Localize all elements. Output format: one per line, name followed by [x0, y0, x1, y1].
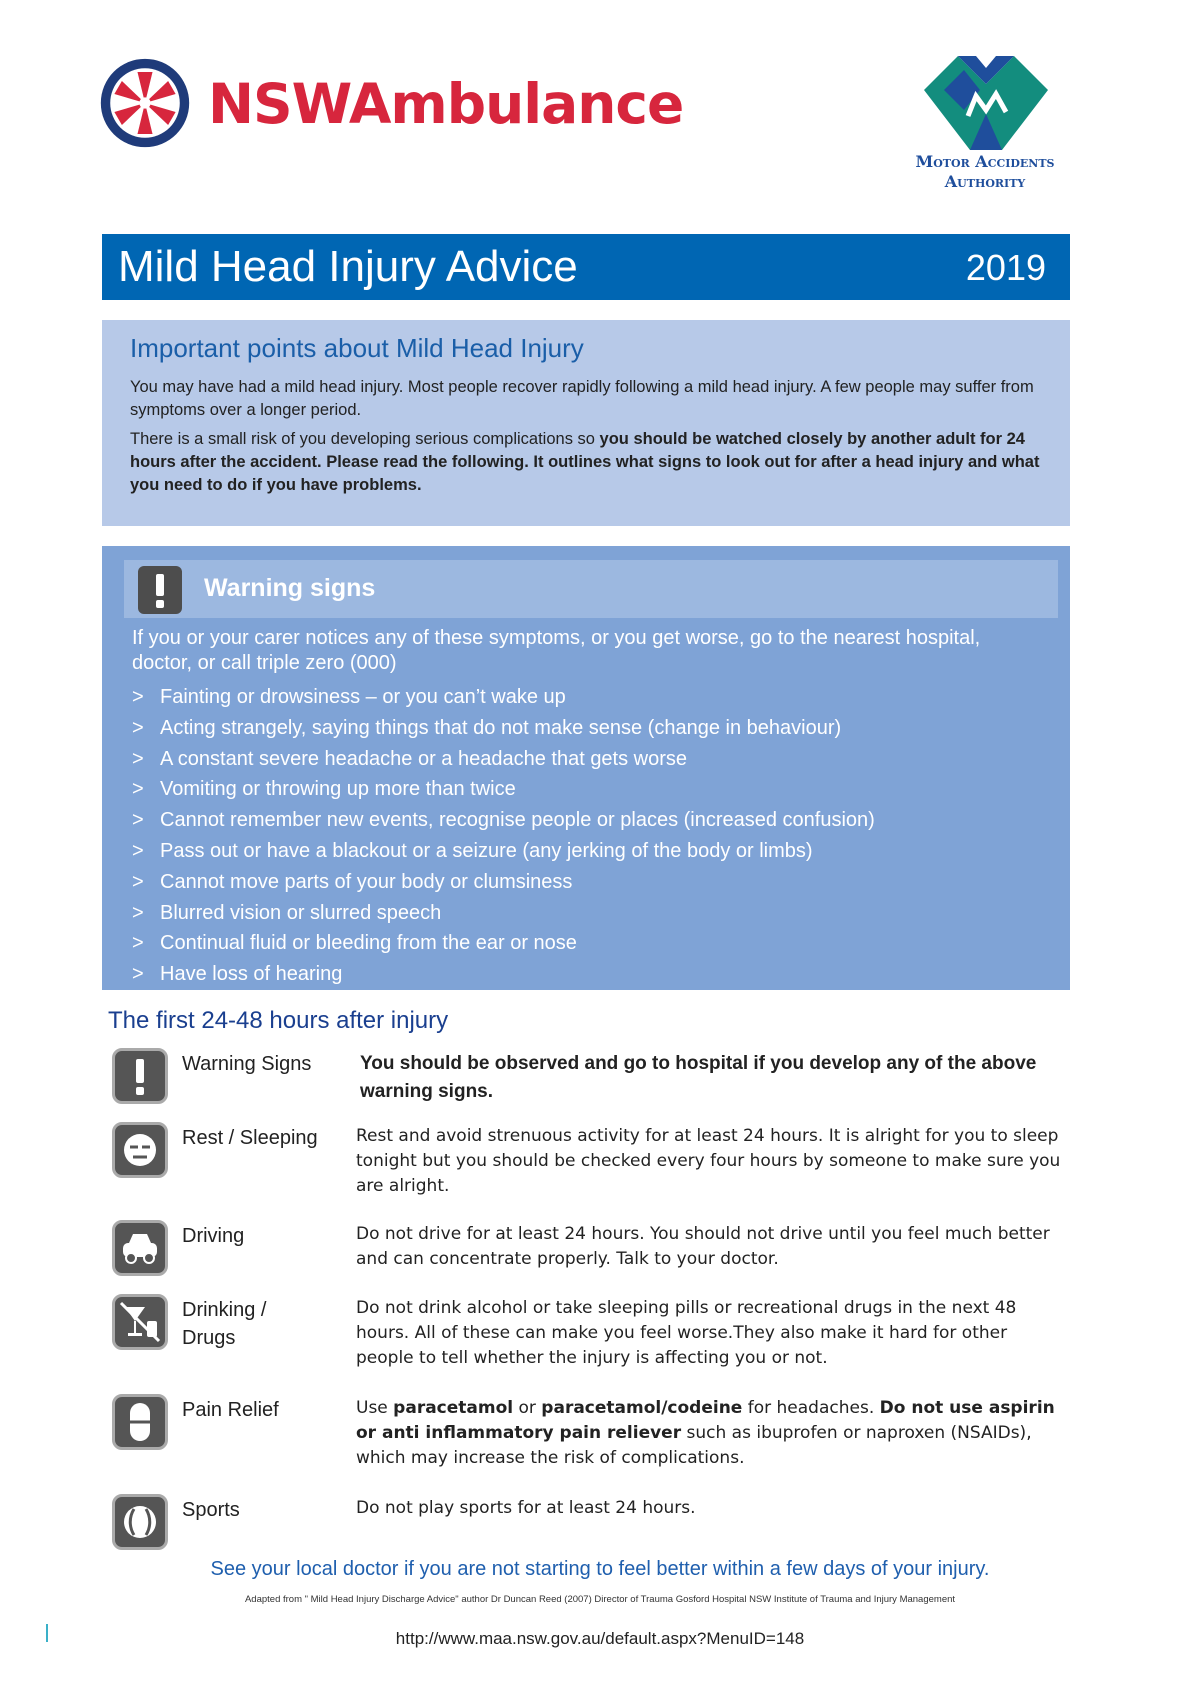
warning-signs-header [124, 560, 1058, 618]
advice-text: Rest and avoid strenuous activity for at least 24 hours. It is alright for you to sleep tonight but you should be checked every four hours by someone to make sure you are alright. [356, 1126, 1061, 1196]
list-item: > Vomiting or throwing up more than twice [132, 778, 516, 801]
title-bar [102, 234, 1070, 300]
important-points-panel [102, 320, 1070, 526]
advice-label: Driving [182, 1225, 245, 1247]
advice-text: You should be observed and go to hospital if you develop any of the above warning signs. [360, 1053, 1037, 1102]
credit-line: Adapted from " Mild Head Injury Discharge Advice" author Dr Duncan Reed (2007) Director of Trauma Gosford Hospital NSW Institute of Trauma and Injury Management [244, 1594, 956, 1605]
advice-text: Use paracetamol or paracetamol/codeine for headaches. Do not use aspirin or anti inflammatory pain reliever such as ibuprofen or naproxen (NSAIDs), which may increase the risk of complications. [356, 1398, 1055, 1468]
list-item: > Cannot move parts of your body or clumsiness [132, 870, 573, 893]
maa-wordmark: Motor Accidents Authority [915, 152, 1055, 191]
exclamation-icon [138, 566, 182, 614]
advice-text: Do not drink alcohol or take sleeping pills or recreational drugs in the next 48 hours. All of these can make you feel worse.They also make it hard for other people to tell whether the injury is affecting you or not. [356, 1298, 1017, 1368]
edge-mark [46, 1624, 48, 1642]
advice-label: Sports [182, 1499, 240, 1521]
list-item: > A constant severe headache or a headache that gets worse [132, 747, 688, 770]
car-icon [112, 1220, 168, 1276]
closing-statement: See your local doctor if you are not starting to feel better within a few days of your injury. [210, 1558, 990, 1580]
pill-icon [112, 1394, 168, 1450]
hours-section-title: The first 24-48 hours after injury [108, 1007, 449, 1034]
page-title: Mild Head Injury Advice [118, 242, 578, 291]
warning-intro: If you or your carer notices any of these symptoms, or you get worse, go to the nearest hospital, doctor, or call triple zero (000) [132, 627, 981, 674]
advice-label: Rest / Sleeping [182, 1127, 318, 1149]
maa-logo [924, 56, 1048, 150]
sleeping-face-icon [112, 1122, 168, 1178]
advice-text: Do not drive for at least 24 hours. You should not drive until you feel much better and can concentrate properly. Talk to your doctor. [356, 1224, 1050, 1269]
warning-signs-panel [102, 546, 1070, 990]
cocktail-glass-icon [112, 1294, 168, 1350]
advice-label: Drinking / Drugs [182, 1299, 267, 1349]
advice-label: Pain Relief [182, 1399, 279, 1421]
warning-list [132, 682, 875, 990]
ball-icon [112, 1494, 168, 1550]
list-item: > Fainting or drowsiness – or you can’t wake up [132, 686, 566, 708]
list-item: > Cannot remember new events, recognise people or places (increased confusion) [132, 809, 875, 832]
list-item: > Blurred vision or slurred speech [132, 901, 442, 924]
important-paragraph-1: You may have had a mild head injury. Most people recover rapidly following a mild head injury. A few people may suffer from symptoms over a longer period. [130, 378, 1034, 419]
warning-signs-heading: Warning signs [204, 574, 376, 602]
list-item: > Acting strangely, saying things that do not make sense (change in behaviour) [132, 716, 842, 739]
advice-text: Do not play sports for at least 24 hours. [356, 1498, 696, 1518]
list-item: > Pass out or have a blackout or a seizure (any jerking of the body or limbs) [132, 839, 813, 862]
important-heading: Important points about Mild Head Injury [130, 333, 584, 363]
nsw-ambulance-wordmark: NSWAmbulance [208, 72, 684, 136]
list-item: > Continual fluid or bleeding from the ear or nose [132, 932, 577, 955]
source-url[interactable]: http://www.maa.nsw.gov.au/default.aspx?MenuID=148 [395, 1629, 805, 1648]
list-item: > Have loss of hearing [132, 963, 343, 986]
exclamation-icon [112, 1048, 168, 1104]
year-label: 2019 [965, 247, 1046, 288]
nsw-ambulance-logo [98, 56, 192, 150]
important-paragraph-2: There is a small risk of you developing serious complications so you should be watched closely by another adult for 24 hours after the accident. Please read the following. It outlines what signs to look out for after a head injury and what you need to do if you have problems. [130, 430, 1040, 494]
advice-label: Warning Signs [182, 1053, 312, 1075]
